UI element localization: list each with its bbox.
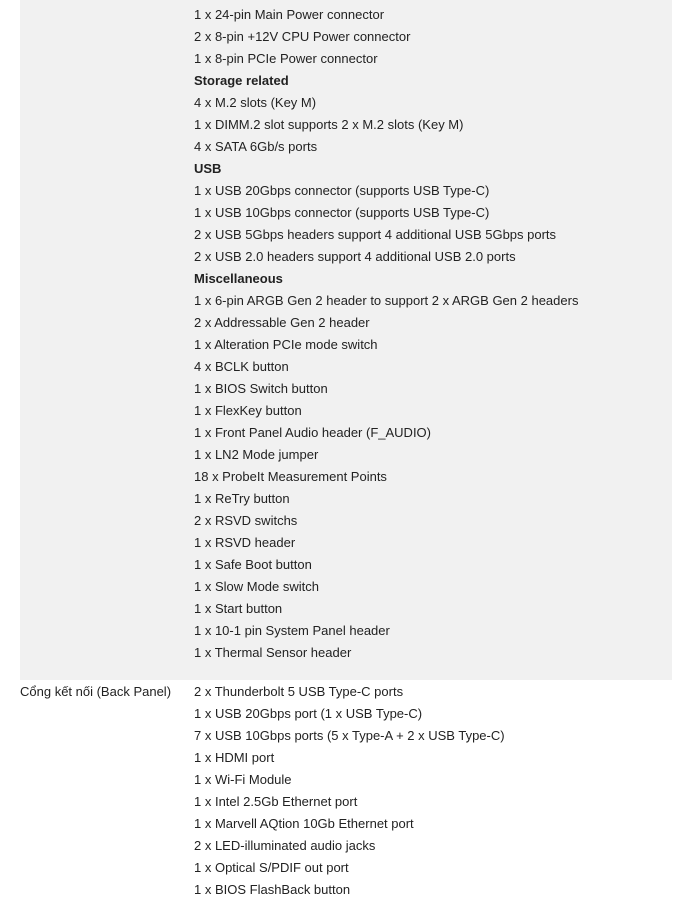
spec-line: 1 x DIMM.2 slot supports 2 x M.2 slots (Key M): [194, 117, 464, 132]
spec-line: 7 x USB 10Gbps ports (5 x Type-A + 2 x USB Type-C): [194, 728, 505, 743]
spec-line: 1 x Alteration PCIe mode switch: [194, 337, 378, 352]
spec-line: 2 x Addressable Gen 2 header: [194, 315, 370, 330]
spec-line: 2 x 8-pin +12V CPU Power connector: [194, 29, 411, 44]
spec-line: 1 x Wi-Fi Module: [194, 772, 292, 787]
spec-line: 1 x Safe Boot button: [194, 557, 312, 572]
spec-line: 4 x M.2 slots (Key M): [194, 95, 317, 110]
spec-line: 1 x ReTry button: [194, 491, 290, 506]
section-heading: Miscellaneous: [194, 271, 283, 286]
spec-line: 1 x LN2 Mode jumper: [194, 447, 319, 462]
back-panel-row: [20, 680, 692, 901]
internal-connectors-row: [20, 0, 672, 680]
spec-line: 1 x Start button: [194, 601, 283, 616]
spec-line: 1 x Marvell AQtion 10Gb Ethernet port: [194, 816, 414, 831]
spec-line: 1 x USB 10Gbps connector (supports USB Type-C): [194, 205, 490, 220]
section-heading: USB: [194, 161, 222, 176]
back-panel-label: Cổng kết nối (Back Panel): [20, 684, 172, 699]
back-panel-list: [194, 680, 692, 901]
spec-line: 1 x USB 20Gbps port (1 x USB Type-C): [194, 706, 423, 721]
spec-line: 1 x 8-pin PCIe Power connector: [194, 51, 378, 66]
spec-line: 1 x FlexKey button: [194, 403, 302, 418]
spec-line: 1 x USB 20Gbps connector (supports USB Type-C): [194, 183, 490, 198]
spec-line: 1 x 24-pin Main Power connector: [194, 7, 385, 22]
spec-line: 2 x USB 2.0 headers support 4 additional USB 2.0 ports: [194, 249, 516, 264]
spec-line: 1 x BIOS Switch button: [194, 381, 328, 396]
spec-line: 1 x Slow Mode switch: [194, 579, 319, 594]
spec-line: 2 x USB 5Gbps headers support 4 additional USB 5Gbps ports: [194, 227, 557, 242]
spec-line: 18 x ProbeIt Measurement Points: [194, 469, 387, 484]
spec-line: 1 x 10-1 pin System Panel header: [194, 623, 390, 638]
spec-line: 2 x LED-illuminated audio jacks: [194, 838, 376, 853]
spec-line: 1 x Thermal Sensor header: [194, 645, 352, 660]
spec-line: 2 x Thunderbolt 5 USB Type-C ports: [194, 684, 404, 699]
spec-line: 1 x HDMI port: [194, 750, 275, 765]
spec-line: 2 x RSVD switchs: [194, 513, 298, 528]
spec-line: 1 x RSVD header: [194, 535, 296, 550]
spec-line: 1 x BIOS FlashBack button: [194, 882, 351, 897]
spec-line: 1 x Optical S/PDIF out port: [194, 860, 349, 875]
spec-line: 1 x Front Panel Audio header (F_AUDIO): [194, 425, 432, 440]
spec-line: 4 x SATA 6Gb/s ports: [194, 139, 318, 154]
spec-line: 4 x BCLK button: [194, 359, 289, 374]
spec-line: 1 x Intel 2.5Gb Ethernet port: [194, 794, 358, 809]
internal-connectors-list: [194, 4, 578, 664]
section-heading: Storage related: [194, 73, 289, 88]
spec-line: 1 x 6-pin ARGB Gen 2 header to support 2 x ARGB Gen 2 headers: [194, 293, 579, 308]
